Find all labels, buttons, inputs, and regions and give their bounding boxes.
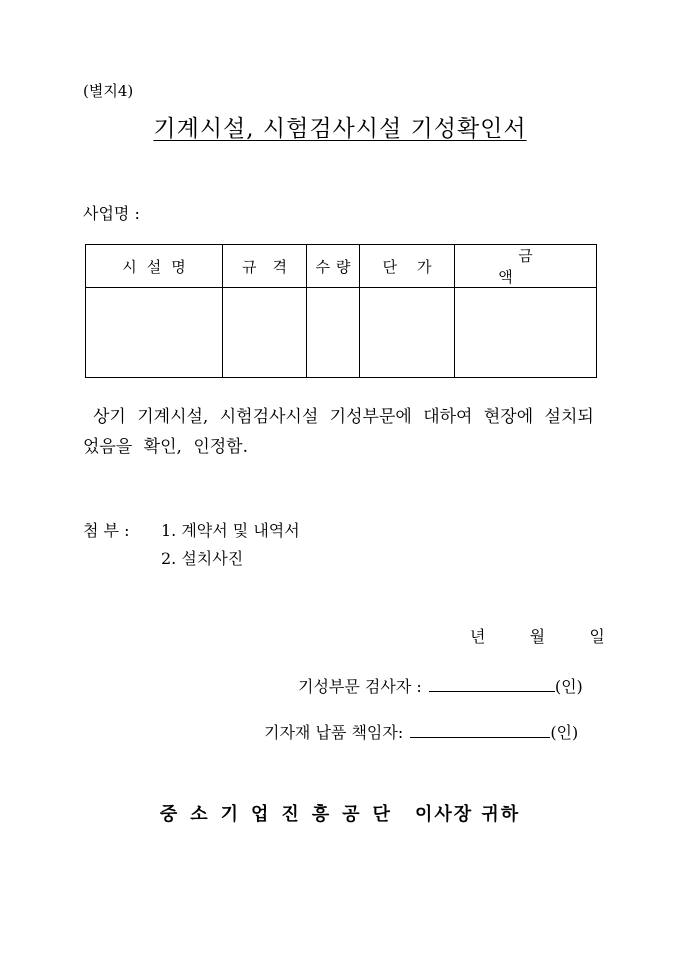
confirmation-statement: 상기 기계시설, 시험검사시설 기성부문에 대하여 현장에 설치되었음을 확인, 인정함.: [83, 407, 594, 457]
table-header-row: [86, 245, 597, 288]
date-month: 월: [529, 627, 546, 646]
date-year: 년: [470, 627, 486, 646]
cell-facility[interactable]: [86, 288, 223, 378]
inspector-label: 기성부문 검사자 :: [298, 677, 422, 696]
supplier-seal: (인): [550, 723, 579, 742]
inspector-signature-line[interactable]: [429, 677, 555, 692]
cell-unit-price[interactable]: [360, 288, 455, 378]
header-unit-price: 단가: [360, 245, 455, 288]
supplier-signature-line[interactable]: [410, 723, 550, 738]
cell-qty[interactable]: [307, 288, 360, 378]
annex-label: (별지4): [83, 82, 134, 100]
project-name-label: 사업명 :: [83, 204, 140, 223]
addressee-org: 중소기업진흥공단: [159, 804, 403, 825]
supplier-signature: [264, 720, 578, 743]
inspector-seal: (인): [554, 677, 583, 696]
attachment-item: 2. 설치사진: [161, 549, 244, 568]
attachment-item: 1. 계약서 및 내역서: [161, 521, 300, 540]
header-spec: 규격: [223, 245, 307, 288]
addressee-recipient: 이사장 귀하: [414, 804, 521, 825]
date-day: 일: [589, 627, 605, 646]
attachment-label: 첨 부 :: [83, 521, 130, 540]
date-line: [470, 624, 605, 647]
header-facility: 시설명: [86, 245, 223, 288]
header-amount: 금액: [455, 245, 597, 288]
addressee: [0, 800, 680, 826]
table-row: [86, 288, 597, 378]
supplier-label: 기자재 납품 책임자:: [264, 723, 404, 742]
inspector-signature: [298, 674, 583, 697]
facility-table: [85, 244, 597, 378]
header-qty: 수량: [307, 245, 360, 288]
document-title-text: 기계시설, 시험검사시설 기성확인서: [153, 116, 527, 142]
cell-amount[interactable]: [455, 288, 597, 378]
cell-spec[interactable]: [223, 288, 307, 378]
document-title: [0, 110, 680, 143]
